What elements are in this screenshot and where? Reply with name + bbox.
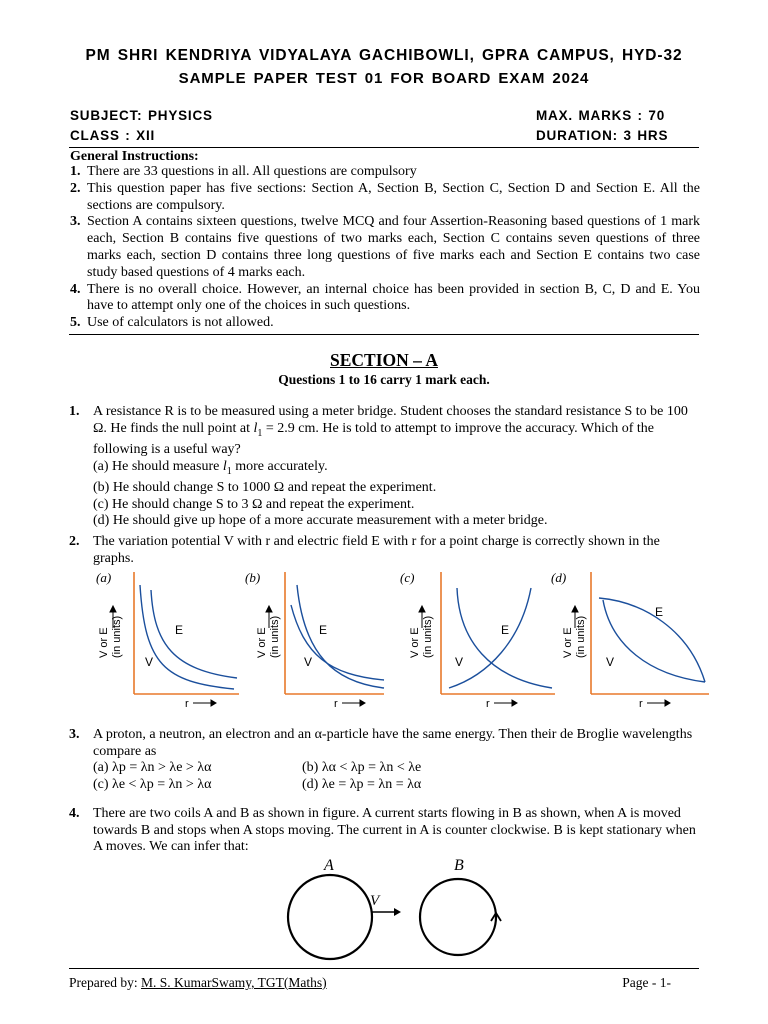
prepared-by: Prepared by: M. S. KumarSwamy, TGT(Maths) [69, 975, 327, 990]
section-title: SECTION – A [330, 350, 438, 370]
axis-markers [69, 570, 729, 710]
question-1 [69, 404, 699, 530]
school-name: PM SHRI KENDRIYA VIDYALAYA GACHIBOWLI, GPRA CAMPUS, HYD-32 [85, 47, 683, 64]
curve-e-label: E [319, 623, 328, 637]
instructions-heading: General Instructions: [70, 149, 199, 164]
velocity-label: V [370, 893, 380, 909]
question-body: A resistance R is to be measured using a meter bridge. Student chooses the standard resistance S to be 100 Ω. He finds the null point at $l_1 = 2.9$ cm. He is told to attempt to improve the accuracy. Which of the following is a useful way? (a) He should measure $l_1$ more accurately. (b) He should change S to 1000 Ω and repeat the experiment. (c) He should change S to 3 Ω and repeat the experiment. (d) He should give up hope of a more accurate measurement with a meter bridge. [93, 404, 699, 530]
curve-v-label: V [606, 655, 615, 669]
author-name: M. S. KumarSwamy, TGT(Maths) [140, 975, 327, 990]
graph-label: (d) [551, 570, 567, 585]
curve-v-label: V [455, 655, 464, 669]
coils-figure [280, 855, 510, 975]
options-row [93, 777, 699, 794]
curve-v-label: V [304, 655, 313, 669]
velocity-arrowhead [394, 908, 401, 916]
duration-label: DURATION: 3 HRS [536, 128, 669, 143]
question-number: 4. [69, 806, 80, 821]
document-page: PM SHRI KENDRIYA VIDYALAYA GACHIBOWLI, GPRA CAMPUS, HYD-32 SAMPLE PAPER TEST 01 FOR BOARD EXAM 2024 SUBJECT: PHYSICS MAX. MARKS : 70 CLASS : XII DURATION: 3 HRS General Instructions: 1. There are 33 questions in all. All questions are compulsory 2. This question paper has five sections: Section A, Section B, Section C, Section D and Section E. All the sections are compulsory. 3. Section A contains sixteen questions, twelve MCQ and four Assertion-Reasoning based questions of 1 mark each, Section B contains five questions of two marks each, Section C contains seven questions of three marks each, section D contains three long questions of five marks each and Section E contains two case study based questions of 4 marks each. 4. There is no overall choice. However, an internal choice has been provided in section B, C, D and E. You have to attempt only one of the choices in such questions. 5. Use of calculators is not allowed. SECTION – A Questions 1 to 16 carry 1 mark each. 1. A resistance R is to be measured using a meter bridge. Student chooses the standard resistance S to be 100 Ω. He finds the null point at $l_1 = 2.9$ cm. He is told to attempt to improve the accuracy. Which of the following is a useful way? (a) He should measure $l_1$ more accurately. (b) He should change S to 1000 Ω and repeat the experiment. (c) He should change S to 3 Ω and repeat the experiment. (d) He should give up hope of a more accurate measurement with a meter bridge. 2. The variation potential V with r and electric field E with r for a point charge is correctly shown in the graphs. (a) E V (b) E V (c) E V (d) E V V or E (in units) V or E (in units) V or E (in units) V or E (in units) r r r r 3. A proton, a neutron, an electron and an α-particle have the same energy. Then their de Broglie wavelengths compare as (a) λp = λn > λe > λα (b) λα < λp = λn < λe (c) λe < λp = λn > λα (d) λe = λp = λn = λα 4. There are two coils A and B as shown in figure. A current starts flowing in B as shown, when A is moved towards B and stops when A stops moving. The current in A is counter clockwise. B is kept stationary when A moves. We can infer that: A B V Prepared by: M. S. KumarSwamy, TGT(Maths) Page - 1- [0, 0, 768, 1024]
question-body: A proton, a neutron, an electron and an α-particle have the same energy. Then their de Broglie wavelengths compare as (a) λp = λn > λe > λα (b) λα < λp = λn < λe (c) λe < λp = λn > λα (d) λe = λp = λn = λα [93, 727, 699, 793]
question-number: 2. [69, 534, 80, 549]
coil-a [288, 875, 372, 959]
curve-e-label: E [655, 605, 664, 619]
option-d: (d) λe = λp = λn = λα [302, 776, 422, 792]
subject-label: SUBJECT: PHYSICS [70, 108, 213, 123]
instructions-divider [69, 334, 699, 335]
option-c: (c) He should change S to 3 Ω and repeat the experiment. [93, 496, 415, 512]
question-number: 1. [69, 404, 80, 419]
option-a: (a) He should measure $l_1$ more accurately. [93, 458, 328, 477]
curve-e-label: E [501, 623, 510, 637]
graph-label: (b) [245, 570, 261, 585]
graph-label: (c) [400, 570, 415, 585]
exam-title: SAMPLE PAPER TEST 01 FOR BOARD EXAM 2024 [178, 70, 590, 87]
option-c: (c) λe < λp = λn > λα [93, 776, 212, 792]
curve-v-label: V [145, 655, 154, 669]
option-b: (b) He should change S to 1000 Ω and repeat the experiment. [93, 479, 437, 495]
question-3 [69, 727, 699, 793]
instruction-item: 3. Section A contains sixteen questions, twelve MCQ and four Assertion-Reasoning based questions of 1 mark each, Section B contains five questions of two marks each, Section C contains seven questions of three marks each, section D contains three long questions of five marks each and Section E contains two case study based questions of 4 marks each. [70, 214, 700, 280]
option-b: (b) λα < λp = λn < λe [302, 760, 422, 776]
class-label: CLASS : XII [70, 128, 156, 143]
curve-e-label: E [175, 623, 184, 637]
instruction-item: 1. There are 33 questions in all. All questions are compulsory [70, 164, 417, 179]
coil-b-label: B [454, 857, 464, 874]
x-axis-label: r [334, 698, 338, 710]
options-row [93, 760, 699, 777]
graph-label: (a) [96, 570, 112, 585]
option-a: (a) λp = λn > λe > λα [93, 760, 212, 776]
coil-a-label: A [324, 857, 334, 874]
instruction-item: 5. Use of calculators is not allowed. [70, 315, 274, 331]
footer-divider [69, 968, 699, 969]
x-axis-label: r [185, 698, 189, 710]
question-body: There are two coils A and B as shown in figure. A current starts flowing in B as shown, when A is moved towards B and stops when A stops moving. The current in A is counter clockwise. B is kept stationary when A moves. We can infer that: [93, 806, 696, 855]
question-body: The variation potential V with r and electric field E with r for a point charge is correctly shown in the graphs. [93, 534, 660, 566]
instruction-item: 2. This question paper has five sections: Section A, Section B, Section C, Section D and Section E. All the sections are compulsory. [70, 180, 700, 213]
header-divider [69, 147, 699, 148]
page-number: Page - 1- [622, 975, 671, 990]
coil-b [420, 879, 496, 955]
x-axis-label: r [639, 698, 643, 710]
section-subtitle: Questions 1 to 16 carry 1 mark each. [278, 372, 490, 387]
instructions-list [70, 164, 700, 332]
question-4 [69, 806, 699, 856]
question-2 [69, 534, 699, 567]
max-marks-label: MAX. MARKS : 70 [536, 108, 666, 123]
question-number: 3. [69, 727, 80, 742]
x-axis-label: r [486, 698, 490, 710]
option-d: (d) He should give up hope of a more accurate measurement with a meter bridge. [93, 513, 548, 529]
instruction-item: 4. There is no overall choice. However, an internal choice has been provided in section B, C, D and E. You have to attempt only one of the choices in such questions. [70, 281, 700, 314]
